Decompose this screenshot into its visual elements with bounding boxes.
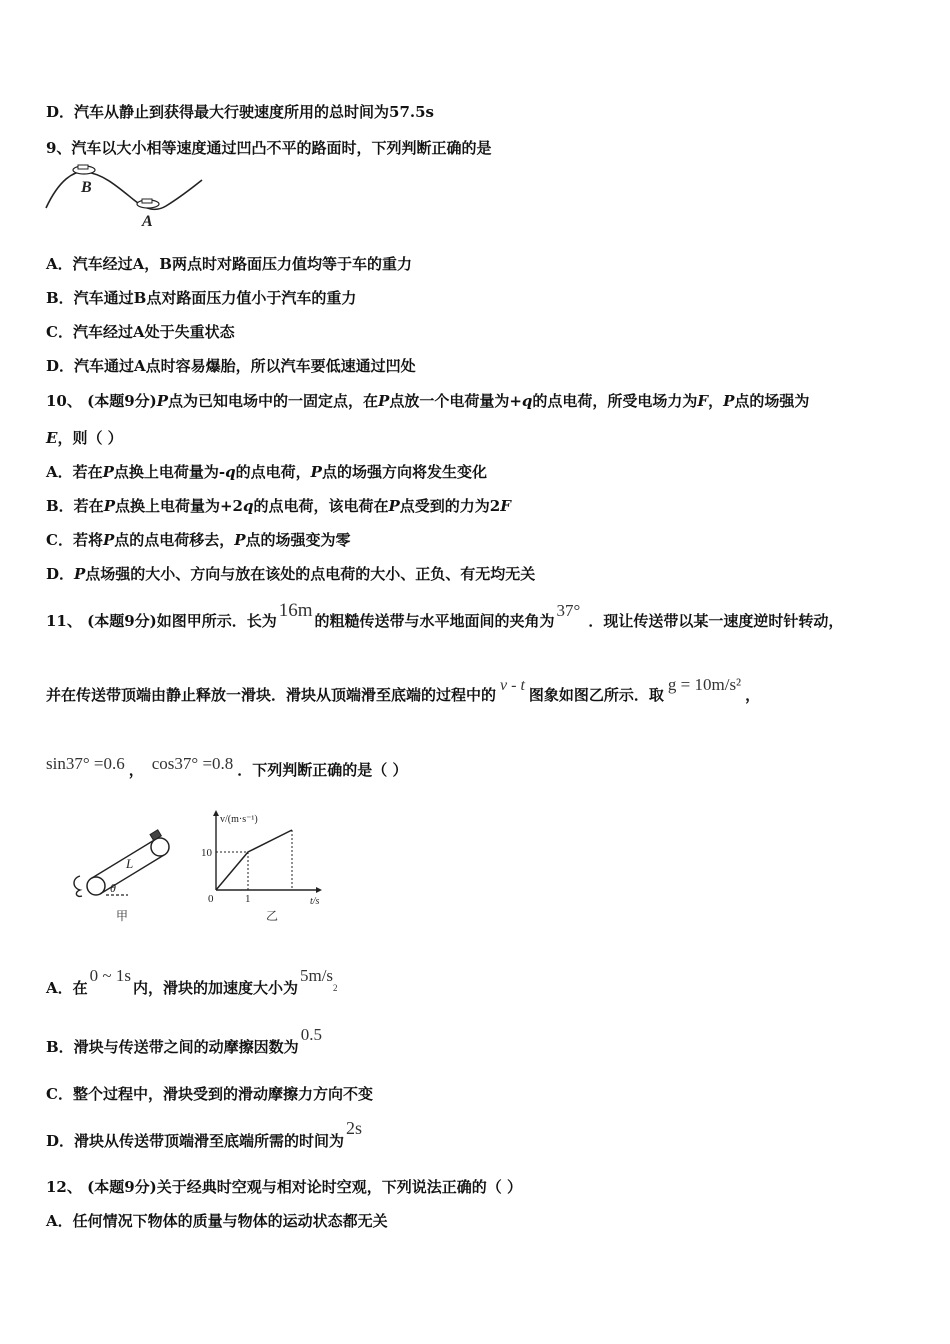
y-axis-label: v/(m·s⁻¹)	[220, 814, 258, 825]
curl-mark	[74, 876, 82, 896]
q10-stem-line2: E，则（ ）	[46, 429, 123, 447]
label-l: L	[126, 856, 134, 871]
label-b: B	[81, 179, 92, 196]
q9-option-d: D．汽车通过A点时容易爆胎，所以汽车要低速通过凹处	[46, 357, 416, 375]
q11-conveyor-figure	[66, 826, 182, 926]
q11-option-b: B．滑块与传送带之间的动摩擦因数为0.5	[46, 1025, 322, 1056]
q10-option-c: C．若将P点的点电荷移去，P点的场强变为零	[46, 531, 351, 549]
velocity-line	[216, 830, 292, 890]
tick-1: 1	[245, 893, 251, 905]
q9-road-figure	[44, 160, 206, 230]
y-arrow	[213, 810, 219, 816]
q11-stem-line3: sin37° =0.6 ， cos37° =0.8 ．下列判断正确的是（ ）	[46, 754, 408, 779]
label-a: A	[142, 213, 153, 230]
q12-option-a: A．任何情况下物体的质量与物体的运动状态都无关	[46, 1212, 388, 1230]
q11-vt-graph	[198, 808, 338, 926]
x-arrow	[316, 887, 322, 893]
q9-option-c: C．汽车经过A处于失重状态	[46, 323, 235, 341]
q9-option-b: B．汽车通过B点对路面压力值小于汽车的重力	[46, 289, 357, 307]
q11-stem-line2: 并在传送带顶端由静止释放一滑块．滑块从顶端滑至底端的过程中的v - t图象如图乙所示．取g = 10m/s²，	[46, 675, 761, 704]
car-b-icon	[73, 165, 95, 174]
caption-jia: 甲	[116, 909, 129, 923]
q10-stem-line1: 10、 (本题9分)P点为已知电场中的一固定点，在P点放一个电荷量为+q的点电荷，所受电场力为F，P点的场强为	[46, 392, 810, 410]
q10-option-d: D．P点场强的大小、方向与放在该处的点电荷的大小、正负、有无均无关	[46, 565, 536, 583]
q9-option-a: A．汽车经过A，B两点时对路面压力值均等于车的重力	[46, 255, 412, 273]
belt-top	[92, 839, 156, 878]
label-theta: θ	[110, 881, 116, 895]
q9-stem: 9、汽车以大小相等速度通过凹凸不平的路面时，下列判断正确的是	[46, 139, 492, 157]
road-curve	[46, 172, 202, 210]
q10-option-a: A．若在P点换上电荷量为-q的点电荷，P点的场强方向将发生变化	[46, 463, 487, 481]
tick-0: 0	[208, 893, 214, 905]
q11-option-d: D．滑块从传送带顶端滑至底端所需的时间为2s	[46, 1118, 363, 1150]
x-axis-label: t/s	[310, 896, 320, 907]
q10-option-b: B．若在P点换上电荷量为+2q的点电荷，该电荷在P点受到的力为2F	[46, 497, 511, 515]
q11-option-c: C．整个过程中，滑块受到的滑动摩擦力方向不变	[46, 1085, 373, 1103]
q11-stem-line1: 11、 (本题9分)如图甲所示．长为 16m 的粗糙传送带与水平地面间的夹角为37°．现让传送带以某一速度逆时针转动，	[46, 600, 844, 630]
tick-10: 10	[201, 847, 212, 859]
q12-stem: 12、 (本题9分)关于经典时空观与相对论时空观，下列说法正确的（ ）	[46, 1178, 522, 1196]
q11-option-a: A．在0 ~ 1s内，滑块的加速度大小为5m/s2	[46, 966, 338, 997]
q8-option-d: D．汽车从静止到获得最大行驶速度所用的总时间为57.5s	[46, 103, 434, 121]
caption-yi: 乙	[266, 909, 279, 923]
car-a-icon	[137, 199, 159, 208]
